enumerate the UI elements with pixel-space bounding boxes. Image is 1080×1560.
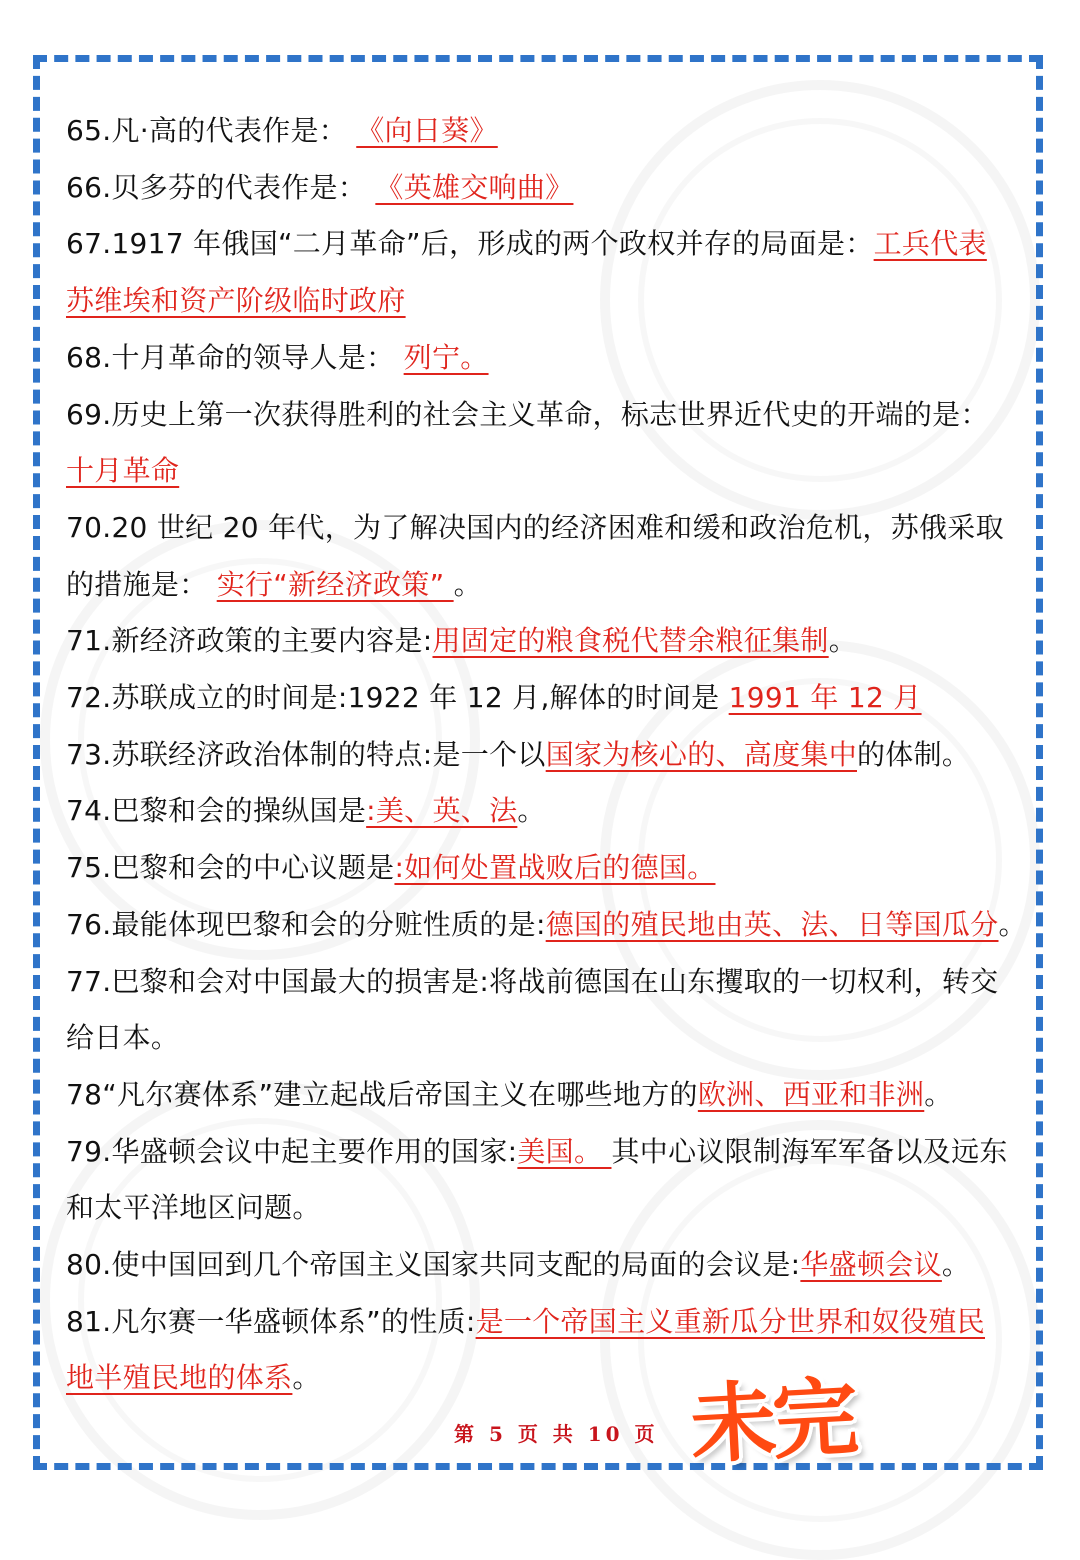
question-number: 74. — [66, 794, 112, 828]
answer-text: 华盛顿会议 — [800, 1248, 942, 1282]
question-text: 巴黎和会的中心议题是 — [111, 851, 395, 885]
answer-text: 是一个帝国主义重新瓜分世界和奴役殖民 — [475, 1304, 985, 1338]
question-text: 贝多芬的代表作是： — [111, 170, 376, 204]
question-text: 。 — [517, 794, 546, 828]
page-indicator: 第 5 页 共 10 页 — [454, 1422, 659, 1446]
question-text: 历史上第一次获得胜利的社会主义革命，标志世界近代史的开端的是： — [111, 397, 989, 431]
answer-text: 十月革命 — [66, 454, 180, 488]
question-text: 新经济政策的主要内容是: — [111, 624, 433, 658]
question-line — [66, 840, 1021, 897]
answer-text: :美、英、法 — [366, 794, 518, 828]
question-text: 其中心议限制海军军备以及远东 — [611, 1134, 1008, 1168]
answer-text: 列宁。 — [403, 340, 489, 374]
question-text: 华盛顿会议中起主要作用的国家: — [111, 1134, 518, 1168]
question-line — [66, 273, 1021, 330]
question-line — [66, 557, 1021, 614]
answer-text: 德国的殖民地由英、法、日等国瓜分 — [545, 907, 999, 941]
question-text: 凡·高的代表作是： — [111, 114, 357, 147]
question-text: 。 — [998, 907, 1027, 941]
answer-text: 苏维埃和资产阶级临时政府 — [66, 284, 406, 318]
question-text: 。 — [292, 1361, 321, 1395]
question-text: 巴黎和会的操纵国是 — [111, 794, 367, 828]
question-line — [66, 670, 1021, 727]
question-line — [66, 387, 1021, 444]
question-text: 的体制。 — [857, 737, 971, 771]
question-text: 最能体现巴黎和会的分赃性质的是: — [111, 907, 546, 941]
answer-text: 《英雄交响曲》 — [375, 170, 574, 204]
question-line — [66, 103, 1021, 160]
question-line — [66, 1350, 1021, 1407]
question-text: 和太平洋地区问题。 — [66, 1191, 321, 1225]
question-line — [66, 330, 1021, 387]
question-number: 66. — [66, 170, 112, 204]
question-number: 68. — [66, 340, 112, 374]
question-text: 苏联经济政治体制的特点:是一个以 — [111, 737, 546, 771]
question-text: 。 — [828, 624, 857, 658]
question-number: 78 — [66, 1077, 103, 1111]
answer-text: 美国。 — [517, 1134, 612, 1168]
answer-text: 地半殖民地的体系 — [66, 1361, 293, 1395]
question-line — [66, 216, 1021, 273]
question-text: 。 — [924, 1077, 953, 1111]
question-line — [66, 727, 1021, 784]
question-line — [66, 160, 1021, 217]
question-line — [66, 500, 1021, 557]
answer-text: 1991 年 12 月 — [728, 681, 922, 715]
question-text: 的措施是： — [66, 567, 217, 601]
question-line — [66, 897, 1027, 954]
question-number: 79. — [66, 1134, 112, 1168]
question-text: 给日本。 — [66, 1021, 180, 1055]
question-line — [66, 613, 1021, 670]
question-text: 20 世纪 20 年代，为了解决国内的经济困难和缓和政治危机，苏俄采取 — [111, 510, 1004, 544]
question-number: 73. — [66, 737, 112, 771]
question-number: 67. — [66, 227, 112, 261]
question-number: 81. — [66, 1304, 112, 1338]
question-text: “凡尔赛体系”建立起战后帝国主义在哪些地方的 — [102, 1077, 698, 1111]
question-list — [66, 103, 1027, 1407]
question-line — [66, 1124, 1021, 1181]
question-number: 80. — [66, 1248, 112, 1282]
question-number: 72. — [66, 681, 112, 715]
question-line — [66, 1067, 1021, 1124]
question-line — [66, 1010, 1021, 1067]
question-line — [66, 954, 1021, 1011]
question-line — [66, 783, 1021, 840]
answer-text: 用固定的粮食税代替余粮征集制 — [432, 624, 829, 658]
question-number: 75. — [66, 851, 112, 885]
question-text: 。 — [453, 567, 482, 601]
question-number: 69. — [66, 397, 112, 431]
question-text: 1917 年俄国“二月革命”后，形成的两个政权并存的局面是： — [111, 227, 874, 261]
question-number: 71. — [66, 624, 112, 658]
question-number: 77. — [66, 964, 112, 998]
question-number: 70. — [66, 510, 112, 544]
question-line — [66, 443, 1021, 500]
answer-text: 国家为核心的、高度集中 — [545, 737, 857, 771]
question-text: 十月革命的领导人是： — [111, 340, 404, 374]
question-line — [66, 1237, 1021, 1294]
answer-text: 《向日葵》 — [356, 114, 498, 147]
question-text: 凡尔赛一华盛顿体系”的性质: — [111, 1304, 476, 1338]
answer-text: 实行“新经济政策” — [216, 567, 454, 601]
question-number: 65. — [66, 114, 112, 147]
answer-text: 欧洲、西亚和非洲 — [697, 1077, 925, 1111]
question-number: 76. — [66, 907, 112, 941]
question-text: 苏联成立的时间是:1922 年 12 月,解体的时间是 — [111, 681, 729, 715]
question-line — [66, 1294, 1021, 1351]
question-text: 。 — [941, 1248, 971, 1282]
question-line — [66, 1180, 1021, 1237]
question-text: 使中国回到几个帝国主义国家共同支配的局面的会议是: — [111, 1248, 801, 1282]
answer-text: 工兵代表 — [873, 227, 987, 261]
answer-text: :如何处置战败后的德国。 — [394, 851, 716, 885]
question-text: 巴黎和会对中国最大的损害是:将战前德国在山东攫取的一切权利，转交 — [111, 964, 999, 998]
unfinished-stamp: 未完 — [687, 1367, 857, 1477]
